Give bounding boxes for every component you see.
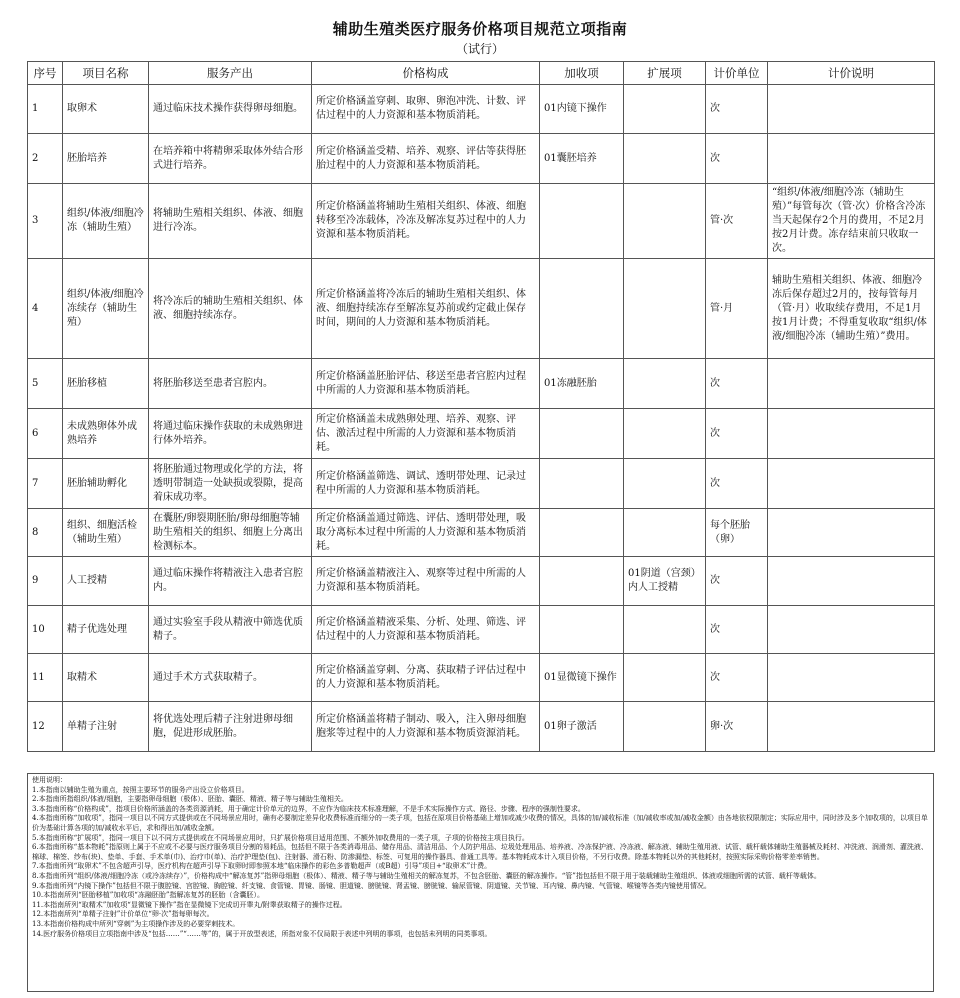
cell-addon: 01卵子激活 bbox=[540, 702, 624, 752]
header-price-composition: 价格构成 bbox=[312, 62, 540, 85]
cell-item-name: 人工授精 bbox=[63, 557, 149, 606]
cell-addon bbox=[540, 509, 624, 557]
cell-unit: 次 bbox=[706, 85, 768, 134]
note-item: 5.本指南所称“扩展项”，指同一项目下以不同方式提供或在不同场景应用时，只扩展价格项目适用范围、不额外加收费用的一类子项，子项的价格按主项目执行。 bbox=[32, 833, 529, 842]
cell-item-name: 胚胎移植 bbox=[63, 359, 149, 409]
cell-item-name: 胚胎培养 bbox=[63, 134, 149, 184]
cell-service-output: 在囊胚/卵裂期胚胎/卵母细胞等辅助生殖相关的组织、细胞上分离出检测标本。 bbox=[149, 509, 312, 557]
header-no: 序号 bbox=[28, 62, 63, 85]
table-row bbox=[28, 184, 935, 259]
cell-unit: 次 bbox=[706, 359, 768, 409]
document-subtitle: （试行） bbox=[455, 42, 504, 56]
cell-price-composition: 所定价格涵盖精液采集、分析、处理、筛选、评估过程中的人力资源和基本物质消耗。 bbox=[312, 606, 540, 654]
cell-addon: 01冻融胚胎 bbox=[540, 359, 624, 409]
header-service-output: 服务产出 bbox=[149, 62, 312, 85]
note-item: 3.本指南所称“价格构成”，指项目价格所涵盖的各类资源消耗，用于确定计价单元的边界，不应作为临床技术标准理解，不是手术实际操作方式、路径、步骤、程序的强制性要求。 bbox=[32, 804, 585, 813]
cell-no: 3 bbox=[28, 184, 63, 259]
cell-addon: 01内镜下操作 bbox=[540, 85, 624, 134]
cell-addon bbox=[540, 606, 624, 654]
usage-notes bbox=[27, 773, 934, 992]
cell-service-output: 将优选处理后精子注射进卵母细胞，促进形成胚胎。 bbox=[149, 702, 312, 752]
cell-price-composition: 所定价格涵盖受精、培养、观察、评估等获得胚胎过程中的人力资源和基本物质消耗。 bbox=[312, 134, 540, 184]
table-row bbox=[28, 509, 935, 557]
cell-item-name: 胚胎辅助孵化 bbox=[63, 459, 149, 509]
cell-extension bbox=[624, 85, 706, 134]
cell-no: 9 bbox=[28, 557, 63, 606]
table-row bbox=[28, 409, 935, 459]
cell-item-name: 单精子注射 bbox=[63, 702, 149, 752]
cell-price-composition: 所定价格涵盖精液注入、观察等过程中所需的人力资源和基本物质消耗。 bbox=[312, 557, 540, 606]
cell-addon bbox=[540, 459, 624, 509]
cell-pricing-note bbox=[768, 459, 935, 509]
header-extension: 扩展项 bbox=[624, 62, 706, 85]
note-item: 6.本指南所称“基本物耗”指原则上属于不应或不必要与医疗服务项目分割的易耗品，包括但不限于各类消毒用品、储存用品、清洁用品、个人防护用品、垃圾处理用品、培养液、冷冻保护液、冷冻液、解冻液、辅助生殖用液、试管、载杆载体辅助生殖器械及耗材、冲洗液、润滑剂、灌洗液、棉球、棉签、纱布(块)、垫单、手套、手术单(巾)、治疗巾(单)、治疗护理垫(包)、注射器、滑石粉、防渗漏垫、标签、可复用的操作器具、普通工具等。基本物耗成本计入项目价格，不另行收费。除基本物耗以外的其他耗材，按照实际采购价格零差率销售。 bbox=[32, 843, 928, 861]
table-row bbox=[28, 654, 935, 702]
cell-service-output: 将冷冻后的辅助生殖相关组织、体液、细胞持续冻存。 bbox=[149, 259, 312, 359]
cell-price-composition: 所定价格涵盖将辅助生殖相关组织、体液、细胞转移至冷冻载体，冷冻及解冻复苏过程中的人力资源和基本物质消耗。 bbox=[312, 184, 540, 259]
cell-service-output: 在培养箱中将精卵采取体外结合形式进行培养。 bbox=[149, 134, 312, 184]
cell-price-composition: 所定价格涵盖将精子制动、吸入，注入卵母细胞胞浆等过程中的人力资源和基本物质资源消耗。 bbox=[312, 702, 540, 752]
cell-service-output: 通过临床技术操作获得卵母细胞。 bbox=[149, 85, 312, 134]
note-item: 8.本指南所列“组织/体液/细胞冷冻（或冷冻续存）”，价格构成中“解冻复苏”指卵母细胞（极体）、精液、精子等与辅助生殖相关的解冻复苏，不包含胚胎、囊胚的解冻操作。“管”指包括但不限于用于装载辅助生殖组织、体液或细胞所需的试管、载杆等载体。 bbox=[32, 871, 821, 880]
table-row bbox=[28, 259, 935, 359]
cell-unit: 管·月 bbox=[706, 259, 768, 359]
cell-no: 10 bbox=[28, 606, 63, 654]
table-row bbox=[28, 134, 935, 184]
cell-unit: 每个胚胎（卵） bbox=[706, 509, 768, 557]
cell-service-output: 将胚胎通过物理或化学的方法，将透明带制造一处缺损或裂隙，提高着床成功率。 bbox=[149, 459, 312, 509]
cell-pricing-note bbox=[768, 85, 935, 134]
cell-price-composition: 所定价格涵盖将冷冻后的辅助生殖相关组织、体液、细胞持续冻存至解冻复苏前或约定截止保存时间，期间的人力资源和基本物质消耗。 bbox=[312, 259, 540, 359]
table-row bbox=[28, 359, 935, 409]
notes-heading: 使用说明： bbox=[32, 776, 67, 784]
cell-extension bbox=[624, 359, 706, 409]
cell-unit: 次 bbox=[706, 459, 768, 509]
cell-addon bbox=[540, 259, 624, 359]
table-header-row bbox=[28, 62, 935, 85]
table-row bbox=[28, 557, 935, 606]
cell-unit: 管·次 bbox=[706, 184, 768, 259]
note-item: 9.本指南所列“内镜下操作”包括但不限于腹腔镜、宫腔镜、胸腔镜、纤支镜、食管镜、胃镜、肠镜、胆道镜、膀胱镜、肾盂镜、膀胱镜、输尿管镜、阴道镜、关节镜、耳内镜、鼻内镜、气管镜、喉镜等各类内镜使用情况。 bbox=[32, 881, 711, 890]
note-item: 14.医疗服务价格项目立项指南中涉及“包括……”“……等”的，属于开放型表述，所指对象不仅局限于表述中列明的事项，也包括未列明的同类事项。 bbox=[32, 929, 492, 938]
note-item: 2.本指南所指组织/体液/细胞，主要指卵母细胞（极体）、胚胎、囊胚、精液、精子等与辅助生殖相关。 bbox=[32, 795, 348, 804]
cell-extension bbox=[624, 702, 706, 752]
cell-pricing-note bbox=[768, 409, 935, 459]
header-pricing-note: 计价说明 bbox=[768, 62, 935, 85]
cell-price-composition: 所定价格涵盖胚胎评估、移送至患者宫腔内过程中所需的人力资源和基本物质消耗。 bbox=[312, 359, 540, 409]
cell-item-name: 组织/体液/细胞冷冻（辅助生殖） bbox=[63, 184, 149, 259]
header-addon: 加收项 bbox=[540, 62, 624, 85]
cell-unit: 次 bbox=[706, 409, 768, 459]
cell-pricing-note: 辅助生殖相关组织、体液、细胞冷冻后保存超过2月的，按每管每月（管·月）收取续存费用，不足1月按1月计费；不得重复收取“组织/体液/细胞冷冻（辅助生殖）”费用。 bbox=[768, 259, 935, 359]
cell-item-name: 未成熟卵体外成熟培养 bbox=[63, 409, 149, 459]
cell-addon bbox=[540, 409, 624, 459]
cell-no: 11 bbox=[28, 654, 63, 702]
cell-no: 12 bbox=[28, 702, 63, 752]
table-row bbox=[28, 606, 935, 654]
table-row bbox=[28, 702, 935, 752]
cell-item-name: 取精术 bbox=[63, 654, 149, 702]
cell-unit: 次 bbox=[706, 557, 768, 606]
cell-extension bbox=[624, 134, 706, 184]
price-item-table bbox=[27, 61, 935, 752]
note-item: 4.本指南所称“加收项”，指同一项目以不同方式提供或在不同场景应用时，确有必要制定差异化收费标准而细分的一类子项，包括在原项目价格基础上增加或减少收费的情况，具体的加/减收标准（加/减收率或加/减收金额）由各地依权限制定；实际应用中，同时涉及多个加收项的，以项目单价为基础计算各项的加/减收水平后，求和得出加/减收金额。 bbox=[32, 814, 928, 832]
note-item: 7.本指南所列“取卵术”不包含超声引导，医疗机构在超声引导下取卵时即参照本地“临床操作的彩色多普勒超声（或B超）引导”项目+“取卵术”计费。 bbox=[32, 862, 492, 871]
header-item-name: 项目名称 bbox=[63, 62, 149, 85]
cell-no: 4 bbox=[28, 259, 63, 359]
cell-unit: 次 bbox=[706, 606, 768, 654]
cell-no: 1 bbox=[28, 85, 63, 134]
note-item: 10.本指南所列“胚胎移植”加收项“冻融胚胎”指解冻复苏的胚胎（含囊胚）。 bbox=[32, 891, 264, 900]
cell-price-composition: 所定价格涵盖穿刺、分离、获取精子评估过程中的人力资源和基本物质消耗。 bbox=[312, 654, 540, 702]
cell-unit: 次 bbox=[706, 654, 768, 702]
cell-extension bbox=[624, 184, 706, 259]
cell-pricing-note bbox=[768, 509, 935, 557]
cell-pricing-note: “组织/体液/细胞冷冻（辅助生殖）”每管每次（管·次）价格含冷冻当天起保存2个月的费用，不足2月按2月计费。冻存结束前只收取一次。 bbox=[768, 184, 935, 259]
table-row bbox=[28, 85, 935, 134]
cell-no: 7 bbox=[28, 459, 63, 509]
cell-pricing-note bbox=[768, 134, 935, 184]
cell-extension bbox=[624, 459, 706, 509]
cell-unit: 次 bbox=[706, 134, 768, 184]
cell-extension bbox=[624, 259, 706, 359]
cell-item-name: 精子优选处理 bbox=[63, 606, 149, 654]
cell-item-name: 组织、细胞活检（辅助生殖） bbox=[63, 509, 149, 557]
note-item: 12.本指南所列“单精子注射”计价单位“卵·次”指每卵每次。 bbox=[32, 910, 214, 919]
cell-extension bbox=[624, 509, 706, 557]
table-row bbox=[28, 459, 935, 509]
cell-pricing-note bbox=[768, 557, 935, 606]
cell-no: 5 bbox=[28, 359, 63, 409]
cell-extension bbox=[624, 409, 706, 459]
header-unit: 计价单位 bbox=[706, 62, 768, 85]
cell-pricing-note bbox=[768, 702, 935, 752]
cell-pricing-note bbox=[768, 359, 935, 409]
cell-extension: 01阴道（宫颈）内人工授精 bbox=[624, 557, 706, 606]
cell-addon: 01囊胚培养 bbox=[540, 134, 624, 184]
cell-pricing-note bbox=[768, 654, 935, 702]
cell-service-output: 将胚胎移送至患者宫腔内。 bbox=[149, 359, 312, 409]
cell-service-output: 通过临床操作将精液注入患者宫腔内。 bbox=[149, 557, 312, 606]
cell-no: 8 bbox=[28, 509, 63, 557]
cell-unit: 卵·次 bbox=[706, 702, 768, 752]
note-item: 1.本指南以辅助生殖为重点，按照主要环节的服务产出设立价格项目。 bbox=[32, 785, 249, 794]
note-item: 13.本指南价格构成中所列“穿刺”为主项操作涉及的必要穿刺技术。 bbox=[32, 919, 240, 928]
cell-service-output: 将辅助生殖相关组织、体液、细胞进行冷冻。 bbox=[149, 184, 312, 259]
cell-addon bbox=[540, 184, 624, 259]
cell-pricing-note bbox=[768, 606, 935, 654]
cell-service-output: 通过手术方式获取精子。 bbox=[149, 654, 312, 702]
cell-price-composition: 所定价格涵盖通过筛选、评估、透明带处理，吸取分离标本过程中所需的人力资源和基本物质消耗。 bbox=[312, 509, 540, 557]
cell-service-output: 将通过临床操作获取的未成熟卵进行体外培养。 bbox=[149, 409, 312, 459]
cell-price-composition: 所定价格涵盖穿刺、取卵、卵泡冲洗、计数、评估过程中的人力资源和基本物质消耗。 bbox=[312, 85, 540, 134]
cell-item-name: 组织/体液/细胞冷冻续存（辅助生殖） bbox=[63, 259, 149, 359]
cell-extension bbox=[624, 606, 706, 654]
cell-extension bbox=[624, 654, 706, 702]
cell-item-name: 取卵术 bbox=[63, 85, 149, 134]
document-title: 辅助生殖类医疗服务价格项目规范立项指南 bbox=[332, 20, 628, 38]
cell-addon bbox=[540, 557, 624, 606]
cell-price-composition: 所定价格涵盖未成熟卵处理、培养、观察、评估、激活过程中所需的人力资源和基本物质消耗。 bbox=[312, 409, 540, 459]
cell-no: 6 bbox=[28, 409, 63, 459]
cell-no: 2 bbox=[28, 134, 63, 184]
cell-addon: 01显微镜下操作 bbox=[540, 654, 624, 702]
note-item: 11.本指南所列“取精术”加收项“显微镜下操作”指在显微镜下完成切开睾丸/附睾获取精子的操作过程。 bbox=[32, 900, 347, 909]
cell-service-output: 通过实验室手段从精液中筛选优质精子。 bbox=[149, 606, 312, 654]
cell-price-composition: 所定价格涵盖筛选、调试、透明带处理、记录过程中所需的人力资源和基本物质消耗。 bbox=[312, 459, 540, 509]
